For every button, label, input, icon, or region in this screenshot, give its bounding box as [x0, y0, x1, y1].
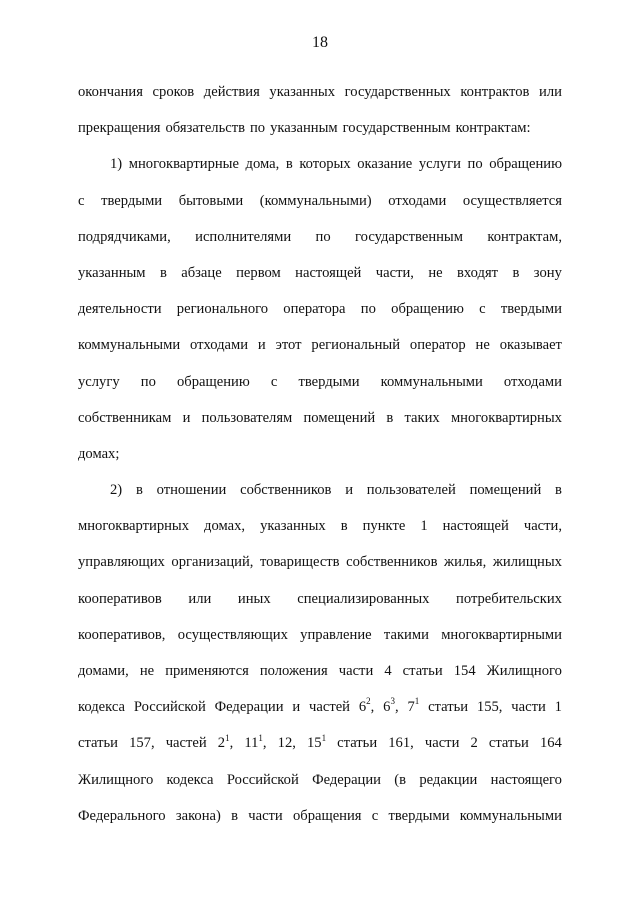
word: Российской	[226, 771, 299, 788]
word: применяются	[165, 663, 249, 679]
word: 1)	[110, 156, 123, 173]
word: части,	[375, 264, 414, 281]
word: сроков	[152, 84, 195, 100]
word: таких	[404, 409, 440, 426]
word: (в	[394, 771, 407, 788]
word: обращению	[489, 156, 562, 173]
word: отходами	[503, 373, 562, 390]
word: с	[270, 373, 278, 390]
body-text	[78, 74, 562, 834]
word: твердыми	[101, 192, 163, 209]
word: помещений	[303, 409, 376, 426]
word: 2)	[110, 482, 123, 499]
text-line	[78, 146, 562, 182]
word: статьи	[488, 735, 529, 752]
word: пользователям	[201, 409, 293, 426]
word: и	[345, 482, 353, 499]
word: указанным	[270, 120, 338, 137]
word: частей	[309, 699, 350, 716]
word: Федерации	[312, 771, 381, 788]
word: статьи	[78, 735, 118, 752]
word: товариществ	[259, 554, 340, 571]
word: части,	[523, 518, 562, 535]
word: и	[292, 699, 301, 716]
word: 164	[539, 735, 562, 752]
text-line	[78, 653, 562, 689]
text-line	[78, 581, 562, 617]
word: части	[511, 699, 546, 716]
word: многоквартирные	[128, 156, 239, 173]
word: закона)	[175, 807, 221, 824]
word: в	[135, 482, 143, 499]
word: пользователей	[366, 482, 456, 499]
word: частей	[165, 735, 207, 752]
word: жилья,	[444, 554, 487, 571]
word: оператор	[409, 337, 466, 354]
text-line	[78, 74, 562, 110]
text-line	[78, 508, 562, 544]
word: специализированных	[297, 590, 430, 607]
word: иных	[237, 590, 271, 607]
word: контрактам,	[487, 228, 562, 245]
word: статьи	[337, 735, 378, 752]
word: в	[555, 482, 562, 499]
text-line	[78, 291, 562, 327]
word: твердыми	[388, 807, 450, 824]
word: или	[188, 590, 212, 607]
word: 2	[470, 735, 478, 752]
word: прекращения	[78, 120, 161, 137]
word: домами,	[78, 663, 129, 679]
word: настоящей	[442, 518, 509, 535]
word: редакции	[419, 771, 478, 788]
word: части	[248, 807, 283, 824]
word: контрактов	[460, 84, 530, 100]
word: оказание	[357, 156, 413, 173]
word: государственным	[342, 120, 451, 137]
word: в	[386, 409, 394, 426]
text-line	[78, 219, 562, 255]
word: подрядчиками,	[78, 228, 171, 245]
word: регионального	[176, 301, 269, 318]
text-line	[78, 436, 562, 472]
word: в	[159, 264, 167, 281]
word: оператора	[283, 301, 346, 318]
word: по	[315, 228, 331, 245]
word: зону	[533, 264, 562, 281]
word: жилищных	[492, 554, 562, 571]
word: государственных	[344, 84, 451, 100]
word: отношении	[156, 482, 227, 499]
text-line	[78, 617, 562, 653]
word: исполнителями	[195, 228, 292, 245]
word: обращения	[292, 807, 362, 824]
word: статьи	[402, 663, 443, 679]
word: кодекса	[166, 771, 214, 788]
word: бытовыми	[178, 192, 244, 209]
word: $7^1$	[407, 696, 420, 716]
word: региональный	[311, 337, 401, 354]
word: 154	[453, 663, 476, 679]
word: 1	[420, 518, 428, 535]
word: помещений	[469, 482, 542, 499]
word: абзаце	[181, 264, 222, 281]
word: по	[467, 156, 483, 173]
word: кооперативов	[78, 590, 162, 607]
text-line	[78, 762, 562, 798]
word: с	[78, 192, 85, 209]
word: кооперативов,	[78, 626, 166, 643]
word: в	[231, 807, 239, 824]
word: не	[475, 337, 490, 354]
word: $6^3$,	[383, 696, 399, 716]
word: государственным	[355, 228, 463, 245]
word: указанных	[260, 518, 326, 535]
word: 1	[554, 699, 562, 716]
word: Жилищного	[486, 663, 562, 679]
text-line	[78, 689, 562, 725]
word: услугу	[78, 373, 120, 390]
word: управление	[300, 626, 372, 643]
page-number: 18	[312, 34, 328, 51]
word: потребительских	[456, 590, 562, 607]
word: многоквартирных	[450, 409, 562, 426]
word: управляющих	[78, 554, 165, 571]
text-line	[78, 798, 562, 834]
word: домах;	[78, 445, 120, 462]
word: $6^2$,	[358, 696, 375, 716]
word: $2^1$,	[217, 732, 234, 752]
text-line	[78, 110, 562, 146]
word: многоквартирных	[78, 518, 190, 535]
word: в	[285, 156, 293, 173]
word: осуществляется	[462, 192, 562, 209]
word: не	[139, 663, 155, 679]
word: 161,	[388, 735, 414, 752]
word: Федерального	[78, 807, 166, 824]
text-line	[78, 725, 562, 761]
word: 4	[384, 663, 392, 679]
word: Федерации	[214, 699, 284, 716]
word: которых	[299, 156, 351, 173]
word: кодекса	[78, 699, 125, 716]
word: окончания	[78, 84, 143, 100]
text-line	[78, 183, 562, 219]
word: услуги	[418, 156, 461, 173]
word: (коммунальными)	[259, 192, 372, 209]
word: Российской	[133, 699, 206, 716]
word: коммунальными	[459, 807, 562, 824]
word: в	[512, 264, 520, 281]
word: в	[340, 518, 348, 535]
word: контрактам:	[455, 120, 531, 137]
word: и	[182, 409, 191, 426]
word: или	[539, 84, 562, 100]
word: указанным	[78, 264, 146, 281]
word: статьи	[428, 699, 469, 716]
text-line	[78, 364, 562, 400]
word: собственникам	[78, 409, 172, 426]
word: деятельности	[78, 301, 162, 318]
word: обращению	[177, 373, 250, 390]
word: с	[371, 807, 379, 824]
word: положения	[259, 663, 328, 679]
word: настоящей	[295, 264, 362, 281]
word: части	[424, 735, 460, 752]
word: такими	[383, 626, 429, 643]
word: домах,	[204, 518, 246, 535]
word: оказывает	[499, 337, 562, 354]
word: по	[140, 373, 156, 390]
word: действия	[203, 84, 260, 100]
word: Жилищного	[78, 771, 154, 788]
word: твердыми	[298, 373, 360, 390]
text-line	[78, 400, 562, 436]
word: $11^1$,	[244, 732, 267, 752]
text-line	[78, 472, 562, 508]
word: входят	[457, 264, 499, 281]
word: и	[257, 337, 266, 354]
word: 155,	[476, 699, 503, 716]
word: многоквартирными	[441, 626, 562, 643]
word: дома,	[245, 156, 280, 173]
word: указанных	[269, 84, 336, 100]
word: этот	[275, 337, 302, 354]
word: осуществляющих	[177, 626, 288, 643]
word: по	[360, 301, 376, 318]
word: собственников	[346, 554, 438, 571]
word: части	[338, 663, 374, 679]
word: отходами	[388, 192, 447, 209]
word: коммунальными	[380, 373, 483, 390]
word: по	[249, 120, 266, 137]
word: настоящего	[490, 771, 562, 788]
word: 12,	[277, 735, 296, 752]
word: коммунальными	[78, 337, 181, 354]
word: отходами	[190, 337, 249, 354]
word: с	[479, 301, 486, 318]
word: обращению	[391, 301, 464, 318]
word: не	[428, 264, 443, 281]
word: $15^1$	[306, 732, 327, 752]
word: первом	[236, 264, 281, 281]
word: обязательств	[165, 120, 245, 137]
word: 157,	[129, 735, 155, 752]
word: собственников	[240, 482, 332, 499]
word: твердыми	[500, 301, 562, 318]
word: пункте	[362, 518, 406, 535]
text-line	[78, 327, 562, 363]
text-line	[78, 255, 562, 291]
text-line	[78, 544, 562, 580]
word: организаций,	[171, 554, 254, 571]
